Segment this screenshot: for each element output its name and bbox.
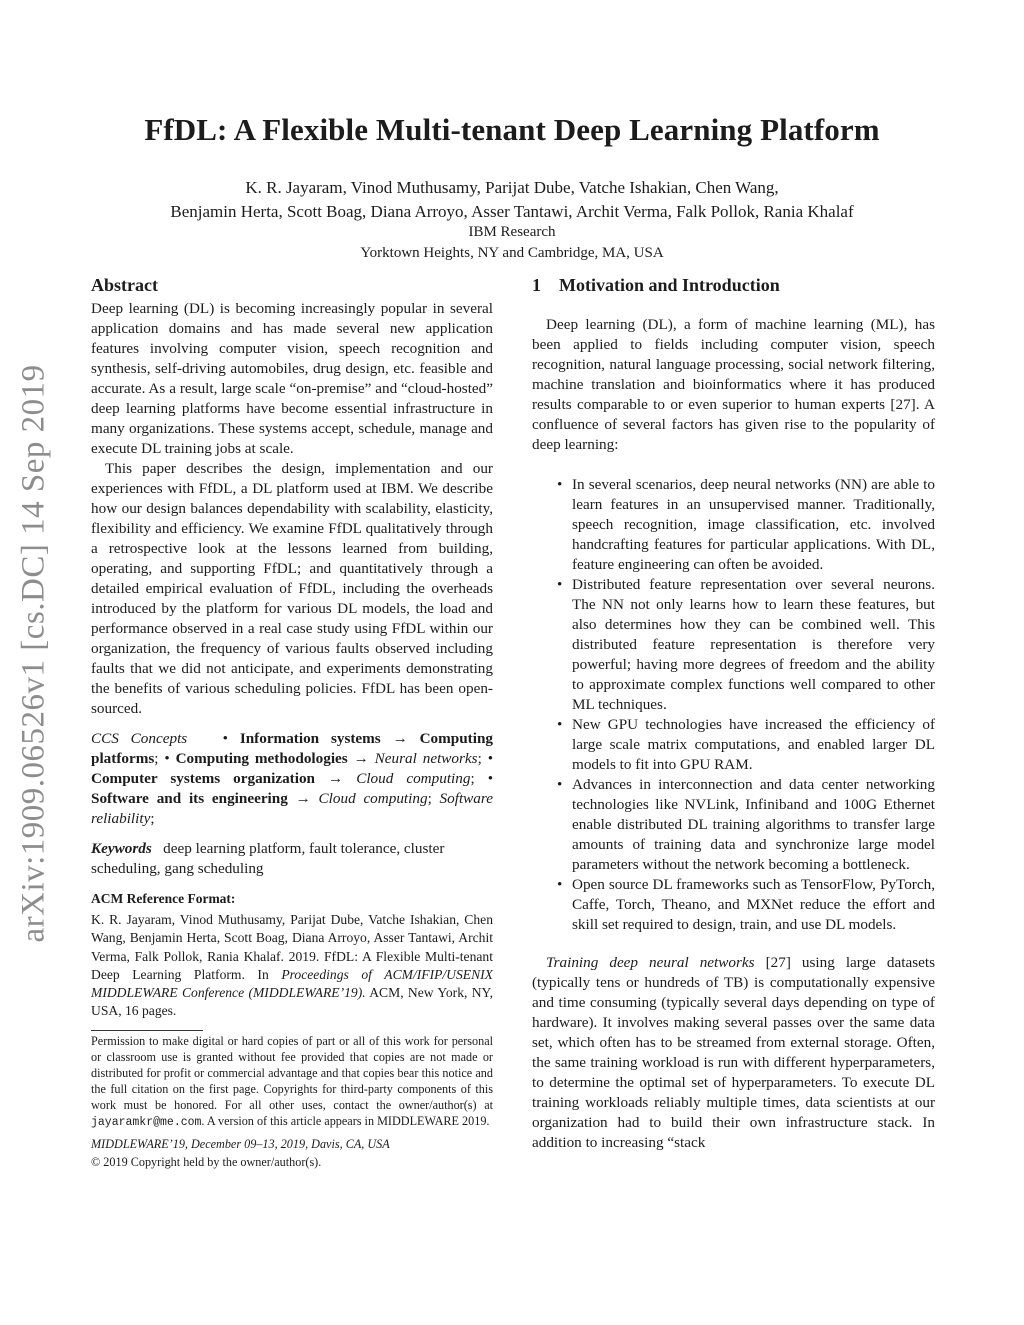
ccs-label: CCS Concepts bbox=[91, 730, 188, 747]
list-item: • New GPU technologies have increased the efficiency of large scale matrix computations, and enabled larger DL models to fit into GPU RAM. bbox=[557, 716, 935, 773]
footnote-rule bbox=[91, 1030, 203, 1031]
abstract-paragraph-1: Deep learning (DL) is becoming increasingly popular in several application domains and has made several new application features involving computer vision, speech recognition and synthesis, self-driving automobiles, drug design, etc. feasible and accurate. As a result, large scale “on-premise” and “cloud-hosted” deep learning platforms have become essential infrastructure in many organizations. These systems accept, schedule, manage and execute DL training jobs at scale. bbox=[91, 300, 493, 457]
acm-reference-body: K. R. Jayaram, Vinod Muthusamy, Parijat Dube, Vatche Ishakian, Chen Wang, Benjamin Herta, Scott Boag, Diana Arroyo, Asser Tantawi, Archit Verma, Falk Pollok, Rania Khalaf. 2019. FfDL: A Flexible Multi-tenant Deep Learning Platform. In bbox=[91, 912, 493, 982]
ccs-item-2b: Neural networks bbox=[374, 750, 478, 767]
section-number: 1 bbox=[532, 275, 541, 295]
keywords-label: Keywords bbox=[91, 840, 152, 857]
section-heading bbox=[532, 275, 935, 295]
intro-paragraph-2 bbox=[532, 953, 935, 1153]
left-column bbox=[91, 275, 493, 1021]
keywords-text: deep learning platform, fault tolerance, cluster scheduling, gang scheduling bbox=[91, 840, 445, 877]
intro-paragraph-1: Deep learning (DL), a form of machine learning (ML), has been applied to fields including computer vision, speech recognition, natural language processing, social network filtering, machine translation and bioinformatics where it has produced results comparable to or even superior to human experts [27]. A confluence of several factors has given rise to the popularity of deep learning: bbox=[532, 316, 935, 453]
permission-text: Permission to make digital or hard copies of part or all of this work for personal or classroom use is granted without fee provided that copies are not made or distributed for profit or commercial advantage and that copies bear this notice and the full citation on the first page. Copyrights for third-party components of this work must be honored. For all other uses, contact the owner/author(s) at bbox=[91, 1034, 493, 1113]
author-list bbox=[0, 176, 1024, 224]
list-item: • Open source DL frameworks such as TensorFlow, PyTorch, Caffe, Torch, Theano, and MXNet reduce the effort and skill set required to design, train, and use DL models. bbox=[557, 876, 935, 933]
right-column bbox=[532, 275, 935, 1153]
paper-title: FfDL: A Flexible Multi-tenant Deep Learning Platform bbox=[144, 112, 880, 147]
ccs-item-4c: Software reliability bbox=[91, 790, 493, 827]
intro-paragraph-2-italic: Training deep neural networks bbox=[546, 954, 755, 971]
ccs-item-1: Information systems bbox=[239, 730, 381, 747]
ccs-item-3b: Cloud computing bbox=[356, 770, 471, 787]
authors-line-1: K. R. Jayaram, Vinod Muthusamy, Parijat Dube, Vatche Ishakian, Chen Wang, bbox=[245, 178, 779, 197]
list-item: • Advances in interconnection and data center networking technologies like NVLink, Infiniband and 100G Ethernet enable distributed DL training algorithms to transfer large amounts of training data and synchronize large model parameters without the network becoming a bottleneck. bbox=[557, 776, 935, 873]
arxiv-identifier: arXiv:1909.06526v1 [cs.DC] 14 Sep 2019 bbox=[15, 364, 52, 943]
ccs-item-2: Computing methodologies bbox=[175, 750, 348, 767]
conference-line: MIDDLEWARE’19, December 09–13, 2019, Davis, CA, USA bbox=[91, 1136, 390, 1151]
affiliation bbox=[0, 222, 1024, 264]
bullet-icon: • bbox=[557, 476, 563, 493]
list-item: • Distributed feature representation over several neurons. The NN not only learns how to learn these features, but also determines how they can be combined well. This distributed feature representation is therefore very powerful; having more degrees of freedom and the ability to approximate complex functions well compared to other ML techniques. bbox=[557, 576, 935, 713]
factor-list bbox=[532, 475, 935, 935]
ccs-arrow: → bbox=[392, 730, 408, 747]
bullet-icon: • bbox=[557, 876, 563, 893]
bullet-icon: • bbox=[557, 716, 563, 733]
affiliation-name: IBM Research bbox=[468, 224, 556, 240]
list-item: • In several scenarios, deep neural networks (NN) are able to learn features in an unsupervised manner. Traditionally, speech recognition, image classification, etc. involved handcrafting features for particular applications. With DL, feature engineering can often be avoided. bbox=[557, 476, 935, 573]
abstract-heading: Abstract bbox=[91, 275, 158, 295]
section-title: Motivation and Introduction bbox=[559, 275, 780, 295]
copyright-line: © 2019 Copyright held by the owner/author(s). bbox=[91, 1154, 322, 1169]
affiliation-location: Yorktown Heights, NY and Cambridge, MA, USA bbox=[360, 245, 664, 261]
acm-reference-tail: ACM, New York, NY, USA, 16 pages. bbox=[91, 985, 493, 1019]
bullet-icon: • bbox=[557, 776, 563, 793]
intro-paragraph-2-text: [27] using large datasets (typically tens or hundreds of TB) is computationally expensive and time consuming (typically several days depending on type of hardware). It involves making several passes over the same data set, which often has to be streamed from external storage. Often, the same training workload is run with different hyperparameters, to determine the optimal set of hyperparameters. To execute DL training workloads reliably multiple times, data scientists at our organization had to build their own infrastructure stack. In addition to increasing “stack bbox=[532, 954, 936, 1151]
acm-reference-text bbox=[91, 911, 493, 1021]
bullet-icon: • bbox=[557, 576, 563, 593]
ccs-item-3: Computer systems organization bbox=[91, 770, 315, 787]
acm-reference bbox=[91, 889, 493, 1021]
ccs-item-4b: Cloud computing bbox=[318, 790, 428, 807]
ccs-item-4: Software and its engineering bbox=[91, 790, 288, 807]
acm-reference-venue: Proceedings of ACM/IFIP/USENIX MIDDLEWARE Conference (MIDDLEWARE’19). bbox=[91, 966, 493, 1001]
ccs-item-1b: Computing platforms bbox=[91, 730, 494, 767]
abstract-paragraph-2: This paper describes the design, implementation and our experiences with FfDL, a DL platform used at IBM. We describe how our design balances dependability with scalability, elasticity, flexibility and efficiency. We examine FfDL qualitatively through a retrospective look at the lessons learned from building, operating, and supporting FfDL; and quantitatively through a detailed empirical evaluation of FfDL, including the overheads introduced by the platform for various DL models, the load and performance observed in a real case study using FfDL within our organization, the frequency of various faults observed including faults that we did not anticipate, and experiments demonstrating the benefits of various scheduling policies. FfDL has been open-sourced. bbox=[91, 460, 493, 717]
ccs-concepts: CCS Concepts • Information systems → Computing platforms; • Computing methodologies → Neural networks; • Computer systems organization → Cloud computing; • Software and its engineering → Cloud computing; Software reliability; bbox=[91, 730, 494, 827]
permission-footnote bbox=[91, 1033, 493, 1172]
authors-line-2: Benjamin Herta, Scott Boag, Diana Arroyo, Asser Tantawi, Archit Verma, Falk Pollok, Rania Khalaf bbox=[170, 202, 854, 221]
contact-email[interactable]: jayaramkr@me.com bbox=[91, 1116, 202, 1130]
acm-reference-heading: ACM Reference Format: bbox=[91, 891, 236, 906]
keywords bbox=[91, 839, 493, 879]
permission-tail: . A version of this article appears in MIDDLEWARE 2019. bbox=[201, 1114, 490, 1129]
